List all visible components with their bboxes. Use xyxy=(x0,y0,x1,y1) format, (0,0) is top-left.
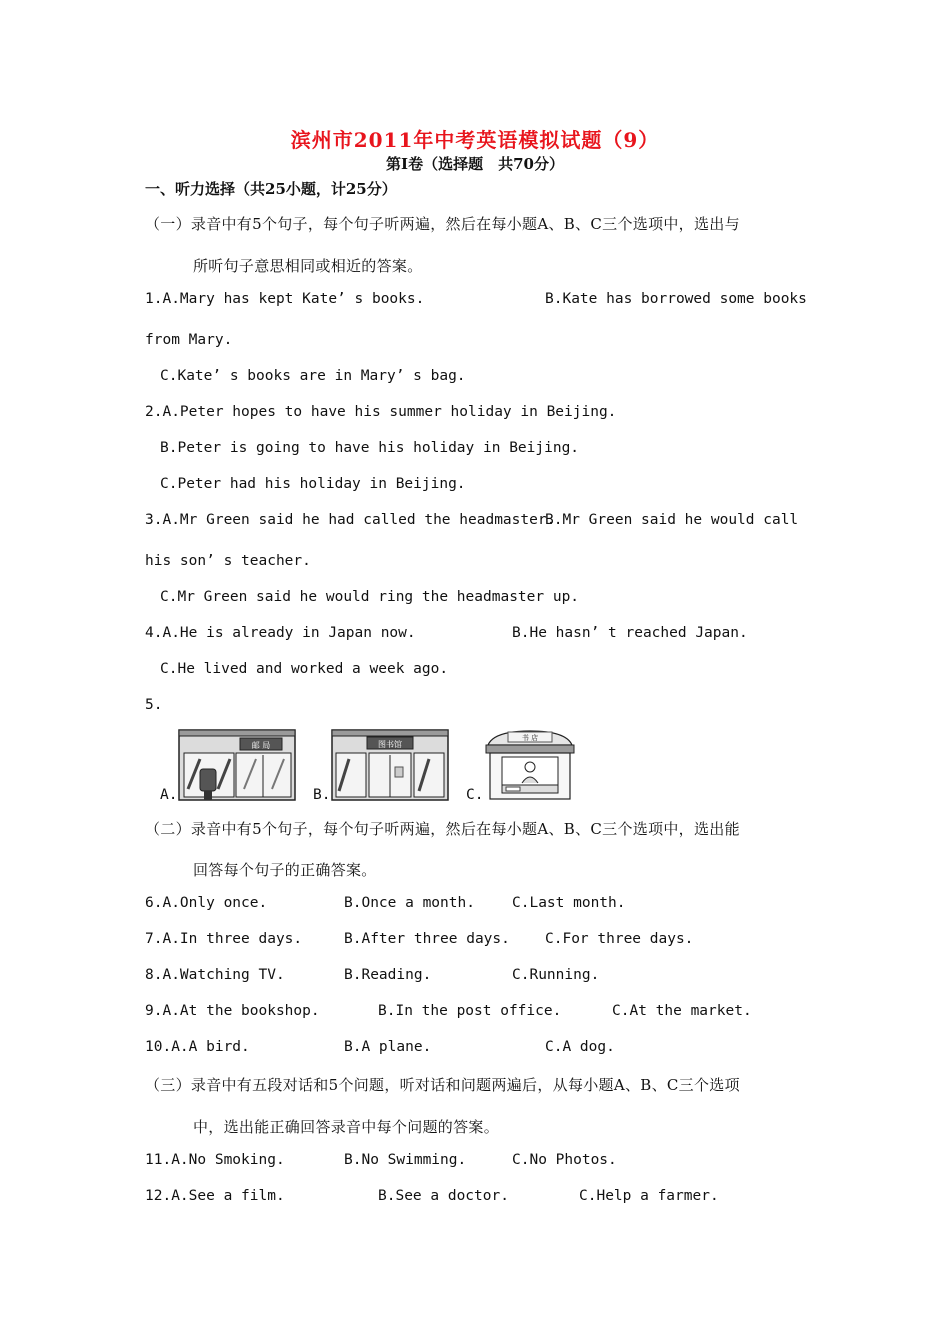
q10-option-c: C.A dog. xyxy=(545,1039,615,1055)
q11-option-c: C.No Photos. xyxy=(512,1152,617,1168)
q6-option-a: 6.A.Only once. xyxy=(145,895,268,911)
q12-option-b: B.See a doctor. xyxy=(378,1188,509,1204)
part3-instruction-line1: （三）录音中有五段对话和5个问题，听对话和问题两遍后，从每小题A、B、C三个选项 xyxy=(145,1076,740,1094)
q3-option-a: 3.A.Mr Green said he had called the headmaster. xyxy=(145,512,556,528)
q6-option-c: C.Last month. xyxy=(512,895,626,911)
post-office-sign: 邮 局 xyxy=(251,741,271,750)
q3-option-b: B.Mr Green said he would call xyxy=(545,512,799,528)
q11-option-a: 11.A.No Smoking. xyxy=(145,1152,285,1168)
q1-option-a: 1.A.Mary has kept Kate’ s books. xyxy=(145,291,425,307)
q12-option-c: C.Help a farmer. xyxy=(579,1188,719,1204)
library-picture xyxy=(331,729,449,801)
q4-option-b: B.He hasn’ t reached Japan. xyxy=(512,625,748,641)
q8-option-c: C.Running. xyxy=(512,967,600,983)
q4-option-c: C.He lived and worked a week ago. xyxy=(160,661,449,677)
q1-option-b: B.Kate has borrowed some books xyxy=(545,291,807,307)
part1-instruction-line2: 所听句子意思相同或相近的答案。 xyxy=(193,257,423,275)
q5-number: 5. xyxy=(145,697,163,713)
q11-option-b: B.No Swimming. xyxy=(344,1152,467,1168)
q7-option-c: C.For three days. xyxy=(545,931,694,947)
library-sign: 图书馆 xyxy=(378,740,402,749)
q8-option-b: B.Reading. xyxy=(344,967,432,983)
section-heading: 一、听力选择（共25小题，计25分） xyxy=(145,180,397,198)
q2-option-b: B.Peter is going to have his holiday in Beijing. xyxy=(160,440,580,456)
q5-option-b-label: B. xyxy=(313,787,331,803)
part2-instruction-line2: 回答每个句子的正确答案。 xyxy=(193,861,377,879)
q1-option-b-cont: from Mary. xyxy=(145,332,233,348)
q9-option-b: B.In the post office. xyxy=(378,1003,562,1019)
q6-option-b: B.Once a month. xyxy=(344,895,475,911)
q12-option-a: 12.A.See a film. xyxy=(145,1188,285,1204)
exam-title: 滨州市2011年中考英语模拟试题（9） xyxy=(290,128,660,152)
q1-option-c: C.Kate’ s books are in Mary’ s bag. xyxy=(160,368,466,384)
q5-option-c-label: C. xyxy=(466,787,484,803)
q8-option-a: 8.A.Watching TV. xyxy=(145,967,285,983)
q9-option-c: C.At the market. xyxy=(612,1003,752,1019)
q3-option-c: C.Mr Green said he would ring the headmaster up. xyxy=(160,589,580,605)
q4-option-a: 4.A.He is already in Japan now. xyxy=(145,625,416,641)
exam-subtitle: 第Ⅰ卷（选择题 共70分） xyxy=(386,155,564,173)
post-office-picture xyxy=(178,729,296,801)
bookshop-sign: 书 店 xyxy=(521,734,539,742)
q3-option-b-cont: his son’ s teacher. xyxy=(145,553,311,569)
part2-instruction-line1: （二）录音中有5个句子，每个句子听两遍，然后在每小题A、B、C三个选项中，选出能 xyxy=(145,820,740,838)
part3-instruction-line2: 中，选出能正确回答录音中每个问题的答案。 xyxy=(193,1118,500,1136)
part1-instruction-line1: （一）录音中有5个句子，每个句子听两遍，然后在每小题A、B、C三个选项中，选出与 xyxy=(145,215,740,233)
q10-option-b: B.A plane. xyxy=(344,1039,432,1055)
q10-option-a: 10.A.A bird. xyxy=(145,1039,250,1055)
q9-option-a: 9.A.At the bookshop. xyxy=(145,1003,320,1019)
q7-option-a: 7.A.In three days. xyxy=(145,931,303,947)
q7-option-b: B.After three days. xyxy=(344,931,510,947)
bookshop-picture xyxy=(484,727,576,801)
q5-option-a-label: A. xyxy=(160,787,178,803)
q2-option-a: 2.A.Peter hopes to have his summer holiday in Beijing. xyxy=(145,404,617,420)
q2-option-c: C.Peter had his holiday in Beijing. xyxy=(160,476,466,492)
